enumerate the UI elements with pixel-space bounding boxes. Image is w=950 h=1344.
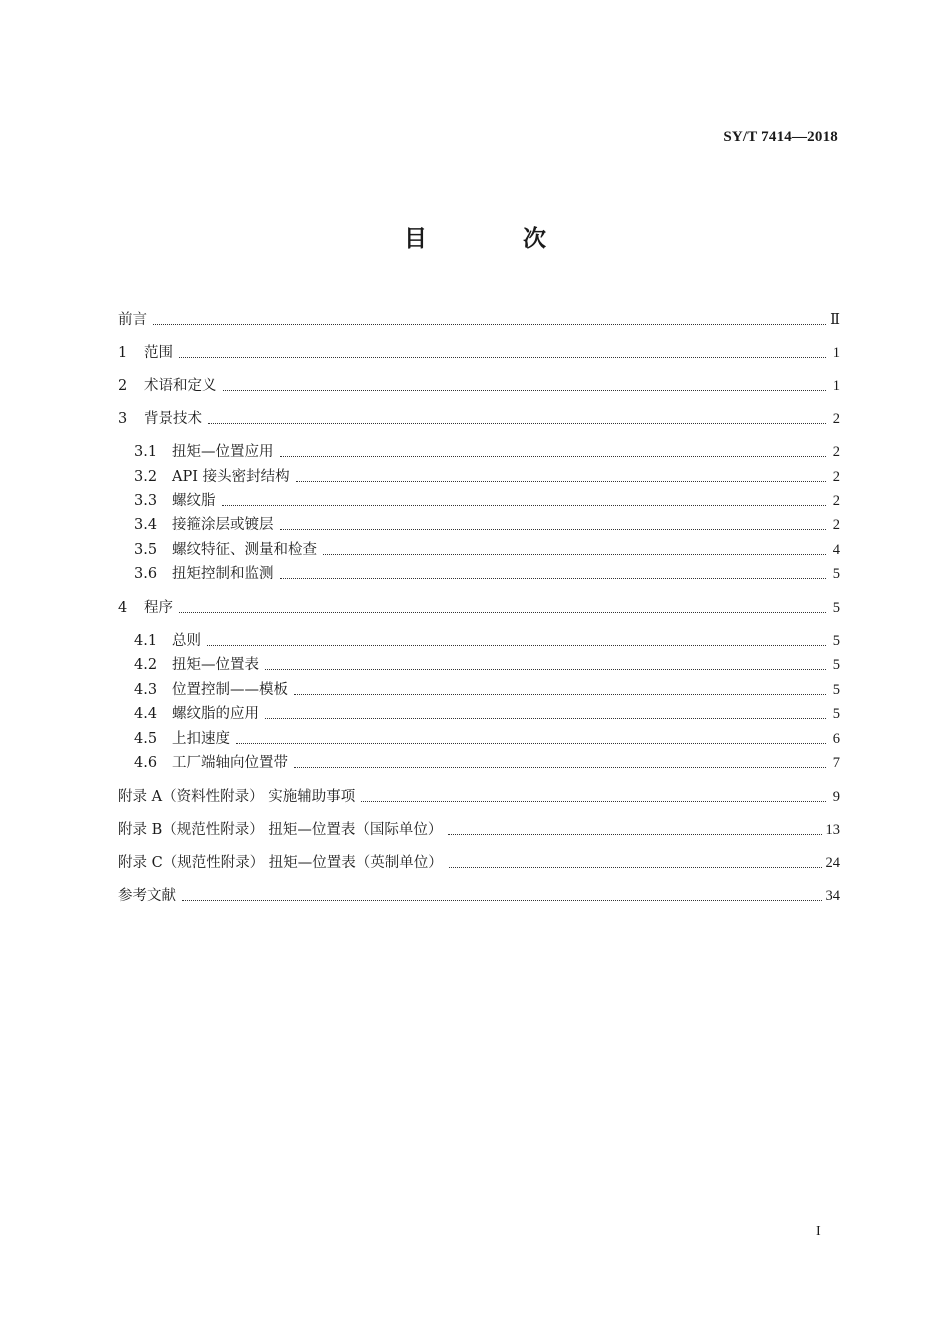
toc-entry-3[interactable]	[118, 408, 840, 430]
toc-entry-page: 13	[825, 822, 840, 838]
toc-entry-number: 4.1	[134, 633, 158, 649]
toc-entry-number: 4.6	[134, 755, 158, 771]
dot-leader	[223, 389, 827, 391]
toc-entry-label: 扭矩控制和监测	[172, 566, 274, 582]
toc-entry-number: 1	[118, 345, 128, 361]
dot-leader	[265, 717, 826, 719]
toc-entry-label: 接箍涂层或镀层	[172, 517, 274, 533]
toc-entry-4-3[interactable]	[118, 679, 840, 701]
toc-entry-page: 5	[832, 657, 840, 673]
toc-entry-page: 5	[832, 682, 840, 698]
toc-entry-page: 6	[832, 731, 840, 747]
toc-entry-page: 34	[825, 888, 840, 904]
toc-entry-label: 工厂端轴向位置带	[172, 755, 288, 771]
toc-entry-4-1[interactable]	[118, 630, 840, 652]
dot-leader	[182, 899, 822, 901]
toc-entry-references[interactable]	[118, 885, 840, 907]
toc-entry-page: 2	[832, 411, 840, 427]
toc-entry-label: 附录 B（规范性附录） 扭矩—位置表（国际单位）	[118, 822, 443, 838]
toc-entry-label: 附录 A（资料性附录） 实施辅助事项	[118, 789, 356, 805]
dot-leader	[207, 644, 826, 646]
toc-entry-label: 扭矩—位置应用	[172, 444, 274, 460]
toc-entry-foreword[interactable]	[118, 309, 840, 331]
toc-entry-label: API 接头密封结构	[172, 469, 290, 485]
toc-entry-number: 2	[118, 378, 128, 394]
toc-entry-label: 螺纹脂的应用	[172, 706, 259, 722]
toc-entry-label: 范围	[144, 345, 173, 361]
dot-leader	[449, 866, 822, 868]
page-number: I	[816, 1224, 821, 1239]
toc-entry-label: 附录 C（规范性附录） 扭矩—位置表（英制单位）	[118, 855, 443, 871]
toc-entry-page: 2	[832, 493, 840, 509]
toc-entry-label: 上扣速度	[172, 731, 230, 747]
toc-entry-number: 3.5	[134, 542, 158, 558]
toc-entry-page: 2	[832, 444, 840, 460]
toc-entry-page: 5	[832, 706, 840, 722]
dot-leader	[280, 528, 827, 530]
dot-leader	[265, 668, 826, 670]
toc-entry-3-6[interactable]	[118, 563, 840, 585]
toc-entry-number: 3.4	[134, 517, 158, 533]
toc-entry-page: 9	[832, 789, 840, 805]
dot-leader	[296, 480, 826, 482]
toc-entry-appendix-c[interactable]	[118, 852, 840, 874]
toc-entry-label: 参考文献	[118, 888, 176, 904]
toc-entry-number: 4.2	[134, 657, 158, 673]
toc-entry-3-2[interactable]	[118, 466, 840, 488]
toc-entry-number: 3.6	[134, 566, 158, 582]
toc-entry-number: 3	[118, 411, 128, 427]
dot-leader	[294, 766, 826, 768]
toc-entry-label: 前言	[118, 312, 147, 328]
toc-entry-page: 5	[832, 566, 840, 582]
toc-entry-number: 3.1	[134, 444, 158, 460]
toc-entry-number: 3.2	[134, 469, 158, 485]
dot-leader	[280, 455, 827, 457]
toc-entry-page: 5	[832, 633, 840, 649]
toc-entry-4-2[interactable]	[118, 654, 840, 676]
toc-entry-page: 2	[832, 517, 840, 533]
dot-leader	[294, 693, 826, 695]
toc-entry-label: 程序	[144, 600, 173, 616]
toc-entry-2[interactable]	[118, 375, 840, 397]
dot-leader	[280, 577, 827, 579]
toc-entry-1[interactable]	[118, 342, 840, 364]
toc-entry-number: 3.3	[134, 493, 158, 509]
toc-entry-3-1[interactable]	[118, 441, 840, 463]
dot-leader	[361, 800, 826, 802]
toc-entry-number: 4	[118, 600, 128, 616]
toc-entry-4-6[interactable]	[118, 752, 840, 774]
toc-entry-appendix-a[interactable]	[118, 786, 840, 808]
toc-entry-page: 1	[832, 378, 840, 394]
dot-leader	[448, 833, 821, 835]
toc-entry-label: 术语和定义	[144, 378, 217, 394]
dot-leader	[208, 422, 826, 424]
toc-entry-label: 螺纹脂	[172, 493, 216, 509]
toc-entry-3-4[interactable]	[118, 514, 840, 536]
toc-entry-page: Ⅱ	[830, 312, 840, 328]
toc-entry-page: 7	[832, 755, 840, 771]
toc-entry-4[interactable]	[118, 597, 840, 619]
dot-leader	[222, 504, 827, 506]
toc-entry-label: 背景技术	[144, 411, 202, 427]
toc-entry-number: 4.4	[134, 706, 158, 722]
toc-entry-page: 1	[832, 345, 840, 361]
dot-leader	[236, 742, 826, 744]
toc-entry-label: 螺纹特征、测量和检查	[172, 542, 317, 558]
toc-entry-page: 4	[832, 542, 840, 558]
page-title: 目 次	[403, 226, 590, 252]
standard-code: SY/T 7414—2018	[723, 129, 838, 145]
dot-leader	[153, 323, 826, 325]
toc-entry-3-3[interactable]	[118, 490, 840, 512]
toc-entry-3-5[interactable]	[118, 539, 840, 561]
toc-entry-appendix-b[interactable]	[118, 819, 840, 841]
toc-entry-4-5[interactable]	[118, 728, 840, 750]
dot-leader	[179, 611, 826, 613]
toc-entry-number: 4.3	[134, 682, 158, 698]
toc-entry-page: 24	[825, 855, 840, 871]
toc-entry-4-4[interactable]	[118, 703, 840, 725]
dot-leader	[179, 356, 826, 358]
toc-entry-page: 5	[832, 600, 840, 616]
toc-entry-page: 2	[832, 469, 840, 485]
toc-entry-number: 4.5	[134, 731, 158, 747]
toc-entry-label: 总则	[172, 633, 201, 649]
toc-entry-label: 扭矩—位置表	[172, 657, 259, 673]
toc-entry-label: 位置控制——模板	[172, 682, 288, 698]
dot-leader	[323, 553, 826, 555]
